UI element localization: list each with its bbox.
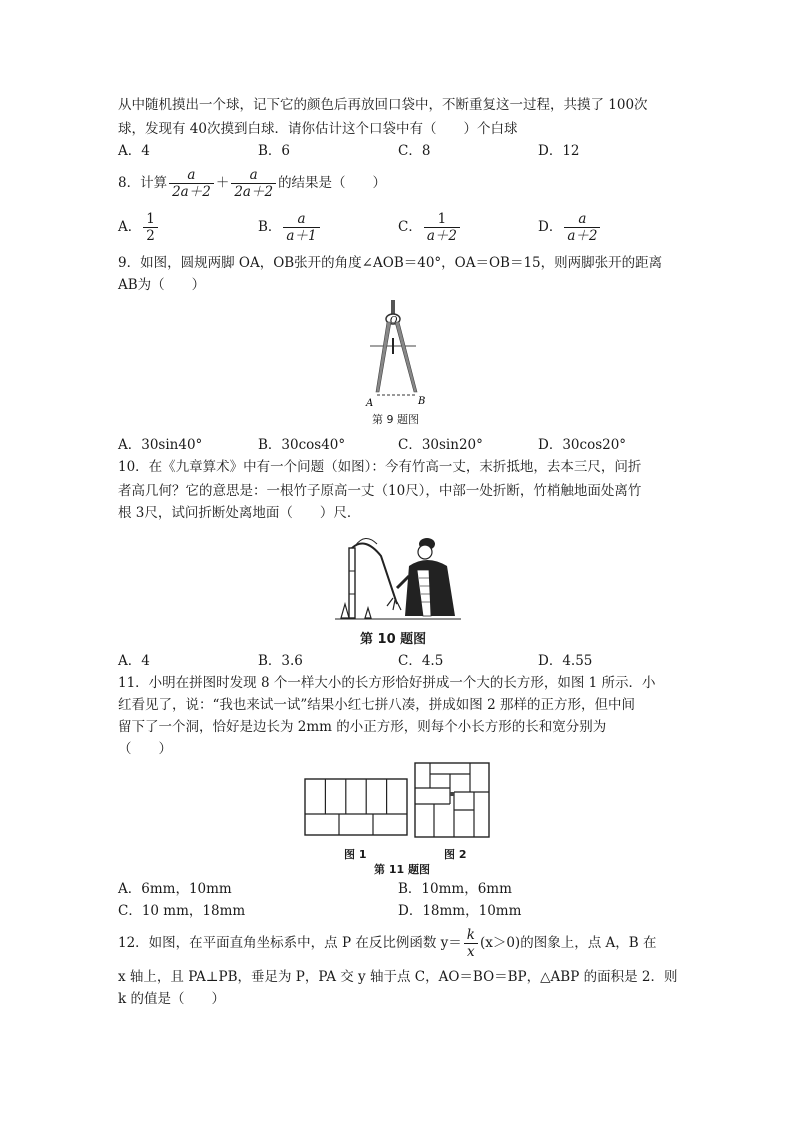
q9-option-d[interactable]: D．30cos20° (538, 437, 627, 453)
q8-suffix: 的结果是（ ） (278, 175, 387, 191)
q8-option-b[interactable] (258, 208, 322, 246)
q8-option-a-num: 1 (146, 211, 155, 227)
bamboo-stalk (349, 548, 355, 618)
q9-option-c[interactable]: C．30sin20° (398, 437, 483, 453)
q11-figure-caption: 第 11 题图 (374, 863, 430, 876)
q8-option-d-den: a＋2 (564, 227, 600, 244)
q8-option-d-letter: D． (538, 219, 563, 235)
q8-option-c-den: a＋2 (424, 227, 460, 244)
q8-frac2-numerator: a (249, 167, 258, 183)
q8-plus: ＋ (215, 175, 230, 191)
compass-label-o: O (390, 316, 398, 326)
q8-option-d-num: a (578, 211, 587, 227)
q11-text-line-2: 红看见了，说：“我也来试一试”结果小红七拼八凑，拼成如图 2 那样的正方形，但中间 (118, 697, 635, 713)
q8-frac1-numerator: a (187, 167, 196, 183)
q11-text-line-3: 留下了一个洞，恰好是边长为 2mm 的小正方形，则每个小长方形的长和宽分别为 (118, 719, 607, 735)
q11-text-line-4: （ ） (118, 741, 172, 757)
q8-option-b-letter: B． (258, 219, 282, 235)
q11-figure-2-label: 图 2 (444, 848, 467, 861)
q11-text-line-1: 11．小明在拼图时发现 8 个一样大小的长方形恰好拼成一个大的长方形，如图 1 所示．小 (118, 675, 656, 691)
q10-text-line-1: 10．在《九章算术》中有一个问题（如图）：今有竹高一丈，末折抵地，去本三尺，问折 (118, 459, 642, 475)
q8-option-a[interactable] (118, 208, 160, 246)
q8-frac1-denominator: 2a＋2 (169, 183, 214, 200)
q7-text-line-2: 球，发现有 40次摸到白球．请你估计这个口袋中有（ ）个白球 (118, 121, 518, 137)
q9-figure-caption: 第 9 题图 (372, 413, 419, 426)
q10-text-line-3: 根 3尺，试问折断处离地面（ ）尺． (118, 505, 361, 521)
q12-text-line-2: x 轴上，且 PA⊥PB，垂足为 P，PA 交 y 轴于点 C，AO＝BO＝BP，△ABP 的面积是 2．则 (118, 969, 678, 985)
q8-prefix: 8．计算 (118, 175, 168, 191)
compass-label-a: A (366, 398, 374, 408)
q10-option-c[interactable]: C．4.5 (398, 653, 444, 669)
q8-option-b-num: a (297, 211, 306, 227)
q12-frac-numerator: k (466, 927, 475, 943)
q11-option-b[interactable]: B．10mm，6mm (398, 881, 512, 897)
q9-option-b[interactable]: B．30cos40° (258, 437, 346, 453)
q11-hole (450, 792, 454, 796)
bamboo-shoot-left (341, 604, 349, 618)
q7-option-a[interactable]: A．4 (118, 143, 150, 159)
q8-option-c-num: 1 (437, 211, 447, 227)
q10-option-d[interactable]: D．4.55 (538, 653, 593, 669)
q11-figure-2 (414, 762, 490, 838)
compass-leg-oa (376, 322, 391, 392)
compass-leg-ob (395, 322, 417, 392)
q8-option-c[interactable] (398, 208, 462, 246)
q12-text-line-3: k 的值是（ ） (118, 991, 225, 1007)
q8-frac2-denominator: 2a＋2 (231, 183, 276, 200)
q10-option-b[interactable]: B．3.6 (258, 653, 303, 669)
q12-question-line-1 (118, 924, 656, 962)
scholar-arm (397, 576, 409, 588)
q12-suffix: 的图象上，点 A，B 在 (520, 935, 657, 951)
q11-option-a[interactable]: A．6mm，10mm (118, 881, 232, 897)
q10-option-a[interactable]: A．4 (118, 653, 150, 669)
q8-option-d[interactable] (538, 208, 602, 246)
q8-option-c-letter: C． (398, 219, 422, 235)
q7-option-b[interactable]: B．6 (258, 143, 291, 159)
q12-condition: (x＞0) (479, 935, 521, 951)
q8-question (118, 164, 386, 202)
q10-text-line-2: 者高几何？它的意思是：一根竹子原高一丈（10尺），中部一处折断，竹梢触地面处离竹 (118, 483, 642, 499)
q12-prefix: 12．如图，在平面直角坐标系中，点 P 在反比例函数 y＝ (118, 935, 462, 951)
q9-option-a[interactable]: A．30sin40° (118, 437, 203, 453)
q10-figure-caption: 第 10 题图 (360, 632, 427, 647)
q11-option-d[interactable]: D．18mm，10mm (398, 903, 522, 919)
q8-fraction-2 (231, 167, 276, 200)
q7-option-c[interactable]: C．8 (398, 143, 431, 159)
q8-option-b-den: a＋1 (283, 227, 319, 244)
q11-figure-1-label: 图 1 (344, 848, 367, 861)
bamboo-broken-top (352, 544, 397, 605)
q11-option-c[interactable]: C．10 mm，18mm (118, 903, 246, 919)
q7-text-line-1: 从中随机摸出一个球，记下它的颜色后再放回口袋中，不断重复这一过程，共摸了 100次 (118, 97, 648, 113)
q12-frac-denominator: x (464, 943, 478, 960)
compass-handle (391, 300, 395, 314)
compass-label-b: B (418, 396, 426, 407)
q8-option-a-den: 2 (143, 227, 158, 244)
q9-text-line-2: AB为（ ） (118, 277, 206, 293)
q9-text-line-1: 9．如图，圆规两脚 OA，OB张开的角度∠AOB＝40°，OA＝OB＝15，则两脚张开的距离 (118, 255, 663, 271)
q11-figure-1 (304, 778, 408, 836)
q8-fraction-1 (169, 167, 214, 200)
scholar-head (418, 545, 432, 559)
compass-figure (360, 298, 440, 408)
q7-option-d[interactable]: D．12 (538, 143, 580, 159)
bamboo-scholar-illustration (335, 526, 465, 626)
bamboo-shoot-right (365, 608, 371, 618)
q12-fraction (464, 927, 478, 960)
q8-option-a-letter: A． (118, 219, 142, 235)
